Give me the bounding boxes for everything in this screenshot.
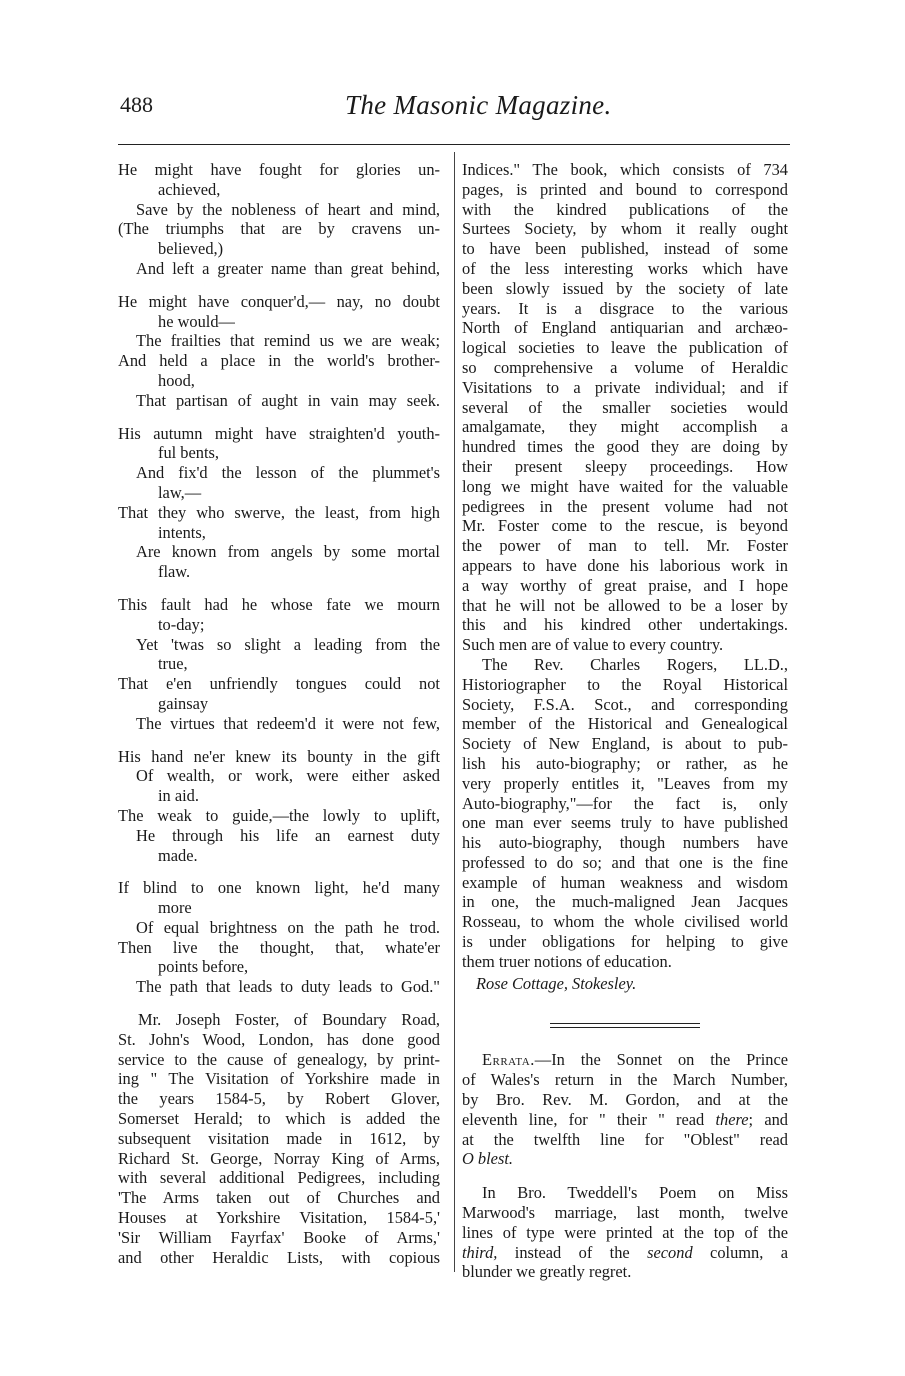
poem-line: The frailties that remind us we are weak; xyxy=(136,331,440,351)
text-line: Society of New England, is about to pub- xyxy=(462,734,788,754)
text-line: so comprehensive a volume of Heraldic xyxy=(462,357,788,377)
text-line: long we might have waited for the valuable xyxy=(462,476,788,496)
errata-paragraph xyxy=(462,1050,788,1169)
poem-line: law,— xyxy=(158,482,202,502)
text-line: Such men are of value to every country. xyxy=(462,635,724,655)
poem-stanza xyxy=(118,160,440,279)
text-line: Mr. Foster come to the rescue, is beyond xyxy=(462,516,788,536)
poem-line: That partisan of aught in vain may seek. xyxy=(136,390,440,410)
errata-text: ; and xyxy=(748,1109,788,1129)
text-line xyxy=(462,1243,788,1263)
poem-stanza xyxy=(118,424,440,582)
poem-stanza xyxy=(118,595,440,734)
tweddell-paragraph xyxy=(462,1183,788,1282)
text-line: ing " The Visitation of Yorkshire made in xyxy=(118,1069,440,1089)
poem-line: Of wealth, or work, were either asked xyxy=(136,766,440,786)
text-line: at the twelfth line for "Oblest" read xyxy=(462,1129,788,1149)
text-line: very properly entitles it, "Leaves from my xyxy=(462,773,788,793)
text-line: example of human weakness and wisdom xyxy=(462,872,788,892)
poem-line: That they who swerve, the least, from high xyxy=(118,502,440,522)
poem-line: And left a greater name than great behind, xyxy=(136,258,440,278)
poem-line: He might have fought for glories un- xyxy=(118,160,440,179)
poem-line: And held a place in the world's brother- xyxy=(118,351,440,371)
page-header xyxy=(120,92,788,128)
errata-label: Errata. xyxy=(482,1050,535,1070)
text-line: Somerset Herald; to which is added the xyxy=(118,1109,440,1129)
poem-line: flaw. xyxy=(158,562,191,582)
text-line: and other Heraldic Lists, with copious xyxy=(118,1247,440,1267)
text-line: 'Sir William Fayrfax' Booke of Arms,' xyxy=(118,1227,440,1247)
text-line: Surtees Society, by whom it really ought xyxy=(462,219,788,239)
text-line: 'The Arms taken out of Churches and xyxy=(118,1188,440,1208)
text-line: years. It is a disgrace to the various xyxy=(462,298,788,318)
text-line: several of the smaller societies would xyxy=(462,397,788,417)
poem-line: gainsay xyxy=(158,693,209,713)
rogers-paragraph xyxy=(462,655,788,972)
poem-line: points before, xyxy=(158,957,249,977)
text-line: blunder we greatly regret. xyxy=(462,1262,632,1282)
poem-line: believed,) xyxy=(158,239,224,259)
text-line: Richard St. George, Norray King of Arms, xyxy=(118,1148,440,1168)
text-line: The Rev. Charles Rogers, LL.D., xyxy=(482,654,788,674)
poem-line: in aid. xyxy=(158,786,199,806)
text-line: a way worthy of great praise, and I hope xyxy=(462,575,788,595)
poem-line: That e'en unfriendly tongues could not xyxy=(118,674,440,694)
text-line: St. John's Wood, London, has done good xyxy=(118,1029,440,1049)
poem-line: This fault had he whose fate we mourn xyxy=(118,594,440,614)
text-line: of the less interesting works which have xyxy=(462,258,788,278)
magazine-title: The Masonic Magazine. xyxy=(345,90,612,120)
text-line: Indices." The book, which consists of 734 xyxy=(462,160,788,179)
text-line: pedigrees in the present volume had not xyxy=(462,496,788,516)
text-line: Rosseau, to whom the whole civilised world xyxy=(462,912,788,932)
poem-line: Save by the nobleness of heart and mind, xyxy=(136,199,440,219)
poem-line: His hand ne'er knew its bounty in the gift xyxy=(118,746,440,766)
text-line: Historiographer to the Royal Historical xyxy=(462,674,788,694)
poem-line: The path that leads to duty leads to God." xyxy=(136,977,440,997)
poem-line: made. xyxy=(158,845,198,865)
poem-line: He through his life an earnest duty xyxy=(136,825,440,845)
text-line: subsequent visitation made in 1612, by xyxy=(118,1128,440,1148)
text-line: pages, is printed and bound to correspond xyxy=(462,179,788,199)
poem-line: And fix'd the lesson of the plummet's xyxy=(136,463,440,483)
poem-stanza xyxy=(118,292,440,411)
poem-line: to-day; xyxy=(158,614,205,634)
text-line: lish his auto-biography; or rather, as he xyxy=(462,753,788,773)
foster-paragraph xyxy=(118,1010,440,1267)
text-line: amalgamate, they might accomplish a xyxy=(462,417,788,437)
left-column xyxy=(118,160,440,1267)
text-line: this and his kindred other undertakings. xyxy=(462,615,788,635)
poem-line: His autumn might have straighten'd youth- xyxy=(118,423,440,443)
text-line: logical societies to leave the publication of xyxy=(462,338,788,358)
text-line: In Bro. Tweddell's Poem on Miss xyxy=(482,1183,788,1203)
poem-line: he would— xyxy=(158,311,235,331)
poem-stanza xyxy=(118,878,440,997)
text-line: that he will not be allowed to be a loser by xyxy=(462,595,788,615)
right-column xyxy=(462,160,788,1282)
text-line: Mr. Joseph Foster, of Boundary Road, xyxy=(138,1010,440,1030)
section-double-rule xyxy=(550,1023,700,1028)
poem-stanza xyxy=(118,747,440,866)
text-segment: instead of the xyxy=(497,1242,648,1262)
poem-line: If blind to one known light, he'd many xyxy=(118,878,440,898)
poem-line: ful bents, xyxy=(158,443,220,463)
header-rule xyxy=(118,144,790,145)
text-line: of Wales's return in the March Number, xyxy=(462,1070,788,1090)
text-line: is under obligations for helping to give xyxy=(462,932,788,952)
text-line: Society, F.S.A. Scot., and corresponding xyxy=(462,694,788,714)
page-number: 488 xyxy=(120,92,153,117)
text-line: by Bro. Rev. M. Gordon, and at the xyxy=(462,1090,788,1110)
text-line xyxy=(462,1050,788,1070)
text-line: professed to do so; and that one is the fine xyxy=(462,852,788,872)
text-line: with several additional Pedigrees, including xyxy=(118,1168,440,1188)
text-line: service to the cause of genealogy, by print- xyxy=(118,1049,440,1069)
poem-line: Of equal brightness on the path he trod. xyxy=(136,917,440,937)
text-line: member of the Historical and Genealogical xyxy=(462,714,788,734)
text-line: lines of type were printed at the top of the xyxy=(462,1222,788,1242)
text-line: one man ever seems truly to have published xyxy=(462,813,788,833)
text-line: appears to have done his laborious work in xyxy=(462,555,788,575)
text-line: Auto-biography,"—for the fact is, only xyxy=(462,793,788,813)
poem-line: hood, xyxy=(158,370,195,390)
text-line: O blest. xyxy=(462,1149,513,1169)
text-line: Houses at Yorkshire Visitation, 1584-5,' xyxy=(118,1208,440,1228)
text-line xyxy=(462,1110,788,1130)
poem-line: The virtues that redeem'd it were not few, xyxy=(136,713,440,733)
poem-line: (The triumphs that are by cravens un- xyxy=(118,219,440,239)
text-line: the power of man to tell. Mr. Foster xyxy=(462,536,788,556)
text-line: Marwood's marriage, last month, twelve xyxy=(462,1203,788,1223)
text-line: their present sleepy proceedings. How xyxy=(462,456,788,476)
signature: Rose Cottage, Stokesley. xyxy=(476,973,637,993)
poem-line: Then live the thought, that, whate'er xyxy=(118,937,440,957)
poem-line: Are known from angels by some mortal xyxy=(136,542,440,562)
poem-line: Yet 'twas so slight a leading from the xyxy=(136,634,440,654)
poem-line: more xyxy=(158,898,192,918)
text-line: with the kindred publications of the xyxy=(462,199,788,219)
poem-line: The weak to guide,—the lowly to uplift, xyxy=(118,805,440,825)
text-line: them truer notions of education. xyxy=(462,951,672,971)
column-divider xyxy=(454,152,455,1272)
errata-emphasis: there xyxy=(715,1109,749,1129)
text-line: in one, the much-maligned Jean Jacques xyxy=(462,892,788,912)
text-line: Visitations to a private individual; and if xyxy=(462,377,788,397)
errata-text: —In the Sonnet on the Prince xyxy=(534,1050,788,1070)
poem-line: true, xyxy=(158,654,188,674)
poem-line: achieved, xyxy=(158,179,221,199)
text-line: been slowly issued by the society of late xyxy=(462,278,788,298)
text-line: to have been published, instead of some xyxy=(462,239,788,259)
text-line: hundred times the good they are doing by xyxy=(462,437,788,457)
poem-line: He might have conquer'd,— nay, no doubt xyxy=(118,291,440,311)
text-line: the years 1584-5, by Robert Glover, xyxy=(118,1089,440,1109)
errata-text: eleventh line, for " their " read xyxy=(462,1109,716,1129)
poem-line: intents, xyxy=(158,522,206,542)
emphasis-word: third, xyxy=(462,1242,498,1262)
text-line: his auto-biography, though numbers have xyxy=(462,833,788,853)
poem xyxy=(118,160,440,997)
foster-continuation xyxy=(462,160,788,655)
emphasis-word: second xyxy=(647,1242,693,1262)
text-line: North of England antiquarian and archæo- xyxy=(462,318,788,338)
text-segment: column, a xyxy=(692,1242,788,1262)
